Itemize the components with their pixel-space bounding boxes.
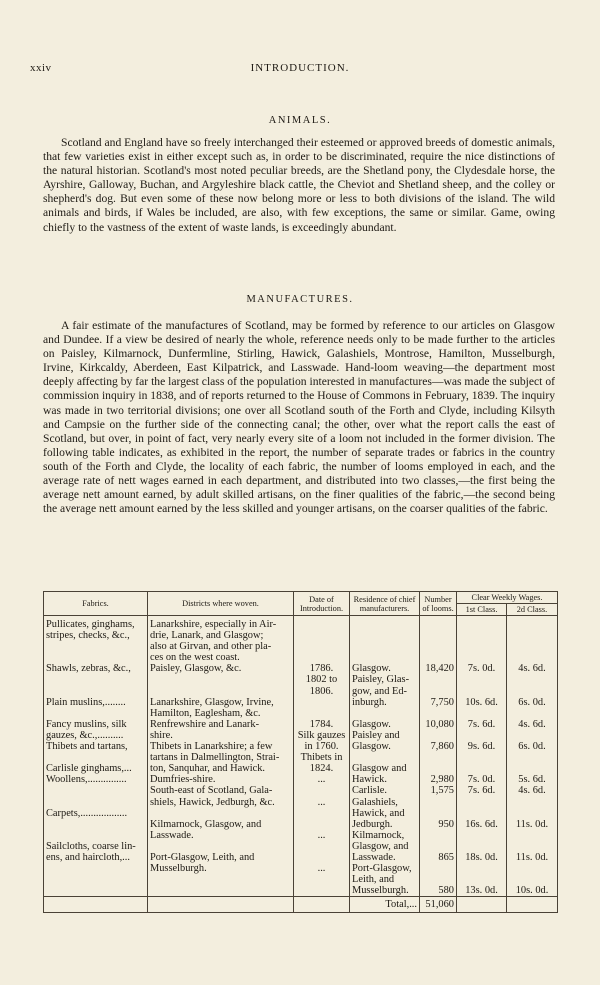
table-cell-line: 1784. [309, 718, 334, 730]
class2-column [507, 616, 558, 897]
table-cell-line [509, 708, 555, 719]
table-cell-line [46, 785, 145, 796]
table-cell-line: 7s. 0d. [467, 774, 496, 786]
table-cell-line [459, 797, 504, 808]
table-cell-line [296, 619, 347, 630]
table-cell-line: Pullicates, ginghams, [46, 619, 135, 630]
table-cell-line: 1806. [309, 685, 334, 697]
table-cell-line: Glasgow. [352, 718, 391, 730]
table-cell-line [46, 708, 145, 719]
table-cell-line [46, 686, 145, 697]
table-cell-line [459, 630, 504, 641]
table-cell-line: Paisley and [352, 729, 400, 741]
table-cell-line: Kilmarnock, Glasgow, and [150, 818, 262, 830]
table-cell-line [352, 630, 417, 641]
table-cell-line [296, 641, 347, 652]
header-wages: Clear Weekly Wages. [457, 592, 558, 604]
table-cell-line [459, 652, 504, 663]
table-cell-line [509, 830, 555, 841]
table-cell-line [46, 830, 145, 841]
table-cell-line: Renfrewshire and Lanark- [150, 718, 260, 730]
table-cell-line [46, 797, 145, 808]
table-cell-line: drie, Lanark, and Glasgow; [150, 630, 264, 642]
table-cell-line: ... [317, 829, 326, 841]
table-cell-line [459, 619, 504, 630]
table-cell-line [509, 797, 555, 808]
table-cell-line: Carpets,.................. [46, 807, 128, 819]
table-cell-line: Lanarkshire, especially in Air- [150, 619, 277, 630]
table-cell-line: 6s. 0d. [518, 696, 546, 708]
table-cell-line: ton, Sanquhar, and Hawick. [150, 763, 266, 775]
table-cell-line [509, 763, 555, 774]
table-cell-line: Glasgow, and [352, 840, 409, 852]
table-cell-line [422, 863, 454, 874]
table-cell-line: 1824. [309, 763, 334, 775]
table-cell-line: 10s. 6d. [465, 696, 498, 708]
table-cell-line: 1,575 [430, 785, 454, 797]
table-cell-line [509, 752, 555, 763]
table-cell-line: 4s. 6d. [518, 785, 546, 797]
table-cell-line [150, 874, 291, 885]
table-cell-line [459, 841, 504, 852]
table-cell-line: 865 [438, 851, 454, 863]
table-cell-line: Jedburgh. [352, 818, 393, 830]
table-cell-line: Dumfries-shire. [150, 774, 216, 786]
running-header [30, 62, 570, 78]
header-date: Date of Introduction. [294, 592, 350, 616]
table-cell-line: Kilmarnock, [352, 829, 405, 841]
table-cell-line [459, 752, 504, 763]
fabrics-column [44, 616, 148, 897]
table-cell-line: Carlisle ginghams,... [46, 763, 132, 775]
table-cell-line: Lasswade. [352, 851, 396, 863]
residence-column [350, 616, 420, 897]
table-cell-line: also at Girvan, and other pla- [150, 641, 272, 653]
districts-column [148, 616, 294, 897]
table-cell-line: Glasgow and [352, 763, 407, 775]
header-districts: Districts where woven. [148, 592, 294, 616]
table-cell-line [296, 630, 347, 641]
table-cell-line [150, 808, 291, 819]
table-cell-line: 11s. 0d. [515, 818, 549, 830]
table-cell-line: Thibets in [300, 752, 343, 764]
header-fabrics: Fabrics. [44, 592, 148, 616]
table-cell-line: tartans in Dalmellington, Strai- [150, 752, 280, 764]
table-cell-line [459, 863, 504, 874]
fabrics-table [43, 591, 558, 913]
table-cell-line [422, 841, 454, 852]
table-cell-line [296, 652, 347, 663]
table-cell-line [459, 874, 504, 885]
table-cell-line: 18s. 0d. [465, 851, 498, 863]
table-cell-line [46, 752, 145, 763]
table-cell-line [422, 797, 454, 808]
table-cell-line: 7,860 [430, 741, 454, 753]
total-value: 51,060 [420, 897, 457, 913]
table-cell-line: Sailcloths, coarse lin- [46, 840, 136, 852]
table-cell-line: 580 [438, 885, 454, 897]
table-cell-line: 10,080 [425, 718, 454, 730]
table-cell-line: Lasswade. [150, 829, 194, 841]
table-cell-line [296, 808, 347, 819]
table-cell-line [459, 730, 504, 741]
table-cell-line [352, 641, 417, 652]
header-class2: 2d Class. [507, 604, 558, 616]
table-cell-line [509, 863, 555, 874]
table-cell-line: 2,980 [430, 774, 454, 786]
table-cell-line [509, 841, 555, 852]
table-cell-line: stripes, checks, &c., [46, 630, 130, 642]
table-cell-line: 4s. 6d. [518, 718, 546, 730]
table-cell-line [509, 619, 555, 630]
table-cell-line: Carlisle. [352, 785, 387, 797]
table-cell-line [422, 641, 454, 652]
table-cell-line: 7,750 [430, 696, 454, 708]
table-cell-line [422, 752, 454, 763]
table-cell-line: 1802 to [305, 674, 338, 686]
table-cell-line [46, 652, 145, 663]
table-cell-line: Fancy muslins, silk [46, 718, 127, 730]
table-cell-line: 10s. 0d. [515, 885, 549, 897]
table-cell-line: in 1760. [304, 741, 339, 753]
date-column [294, 616, 350, 897]
table-cell-line [150, 686, 291, 697]
table-cell-line: Hamilton, Eaglesham, &c. [150, 707, 261, 719]
table-cell-line [422, 619, 454, 630]
table-cell-line [509, 686, 555, 697]
table-cell-line [459, 830, 504, 841]
table-cell-line: 18,420 [425, 663, 454, 675]
table-cell-line [46, 674, 145, 685]
table-cell-line: Paisley, Glas- [352, 674, 410, 686]
table-cell-line [46, 863, 145, 874]
table-cell-line: shire. [150, 729, 173, 741]
table-cell-line [422, 686, 454, 697]
table-cell-line: shiels, Hawick, Jedburgh, &c. [150, 796, 275, 808]
table-cell-line [422, 874, 454, 885]
table-cell-line [509, 874, 555, 885]
header-residence: Residence of chief manufacturers. [350, 592, 420, 616]
table-cell-line [459, 674, 504, 685]
table-cell-line [422, 652, 454, 663]
table-cell-line [509, 674, 555, 685]
table-cell-line [46, 641, 145, 652]
table-cell-line [352, 708, 417, 719]
table-cell-line [150, 674, 291, 685]
table-cell-line [509, 808, 555, 819]
table-cell-line: Hawick. [352, 774, 387, 786]
table-cell-line: ... [317, 796, 326, 808]
table-cell-line: Woollens,............... [46, 774, 127, 786]
table-cell-line: Hawick, and [352, 807, 405, 819]
table-cell-line [296, 785, 347, 796]
table-cell-line: ... [317, 774, 326, 786]
total-label: Total,... [350, 897, 420, 913]
table-cell-line [422, 763, 454, 774]
table-cell-line: Lanarkshire, Glasgow, Irvine, [150, 696, 274, 708]
table-cell-line [422, 674, 454, 685]
table-cell-line [459, 686, 504, 697]
table-cell-line: 4s. 6d. [518, 663, 546, 675]
table-cell-line: 13s. 0d. [465, 885, 498, 897]
class1-column [457, 616, 507, 897]
page-number: xxiv [30, 62, 52, 74]
table-cell-line: Galashiels, [352, 796, 398, 808]
table-cell-line: gauzes, &c.,.......... [46, 729, 124, 741]
table-cell-line: gow, and Ed- [352, 685, 408, 697]
header-class1: 1st Class. [457, 604, 507, 616]
table-cell-line [46, 819, 145, 830]
table-cell-line [509, 652, 555, 663]
table-cell-line: Port-Glasgow, Leith, and [150, 851, 255, 863]
table-cell-line: 9s. 6d. [467, 741, 496, 753]
table-cell-line [459, 808, 504, 819]
table-cell-line [459, 641, 504, 652]
header-looms: Number of looms. [420, 592, 457, 616]
table-cell-line: Thibets and tartans, [46, 741, 128, 753]
table-cell-line [352, 652, 417, 663]
table-cell-line: Thibets in Lanarkshire; a few [150, 741, 273, 753]
table-cell-line: 7s. 6d. [467, 785, 496, 797]
animals-paragraph: Scotland and England have so freely interchanged their esteemed or approved breeds of domestic animals, that few varieties exist in either except such as, in order to be discriminated, require the nice distinctions of the natural historian. Scotland's most noted peculiar breeds, are the Shetland pony, the Clydesdale horse, the Ayrshire, Galloway, Buchan, and Argyleshire black cattle, the Cheviot and Shetland sheep, and the colley or shepherd's dog. But even some of these now belong more or less to both divisions of the island. The wild animals and birds, if Wales be included, are also, with few exceptions, the same or similar. Game, owing chiefly to the vastness of the extent of waste lands, is exceedingly abundant. [43, 136, 555, 234]
table-cell-line: 6s. 0d. [518, 741, 546, 753]
table-cell-line [296, 852, 347, 863]
table-cell-line: 7s. 6d. [467, 718, 496, 730]
table-cell-line: Leith, and [352, 874, 395, 886]
table-cell-line: Paisley, Glasgow, &c. [150, 663, 242, 675]
manufactures-paragraph: A fair estimate of the manufactures of Scotland, may be formed by reference to our articles on Glasgow and Dundee. If a view be desired of nearly the whole, reference needs only to be made further to the articles on Paisley, Kilmarnock, Dunfermline, Stirling, Hawick, Galashiels, Montrose, Hamilton, Musselburgh, Irvine, Kirkcaldy, Aberdeen, East Kilpatrick, and Lasswade. Hand-loom weaving—the department most deeply affecting by far the largest class of the population interested in manufactures—was made the subject of commission inquiry in 1838, and of reports returned to the House of Commons in February, 1839. The inquiry was made in two territorial divisions; one over all Scotland south of the Forth and Clyde, including Kilsyth and Campsie on the further side of the connecting canal; the other, over what the report calls the east of Scotland, but over, in point of fact, very nearly every site of a loom not included in the former division. The following table indicates, as exhibited in the report, the number of separate trades or fabrics in the country south of the Forth and Clyde, the locality of each fabric, the number of looms employed in each, and the average rate of nett wages earned in each department, and distributed into two classes,—the first being the average nett amount earned, by adult skilled artisans, on the finer qualities of the fabric,—the second being the average nett amount earned by the less skilled and younger artisans, on the coarser qualities of the fabric. [43, 319, 555, 516]
table-cell-line [352, 619, 417, 630]
table-cell-line [459, 763, 504, 774]
table-cell-line [422, 808, 454, 819]
table-cell-line [296, 697, 347, 708]
table-cell-line [422, 830, 454, 841]
table-cell-line [150, 841, 291, 852]
looms-column [420, 616, 457, 897]
table-cell-line: Plain muslins,........ [46, 696, 126, 708]
running-title: INTRODUCTION. [250, 62, 350, 74]
table-cell-line [296, 841, 347, 852]
table-cell-line [296, 819, 347, 830]
table-cell-line: Glasgow. [352, 741, 391, 753]
table-cell-line: ... [317, 863, 326, 875]
table-cell-line: Shawls, zebras, &c., [46, 663, 131, 675]
animals-heading: ANIMALS. [268, 115, 332, 126]
table-cell-line: 11s. 0d. [515, 851, 549, 863]
table-cell-line [422, 708, 454, 719]
table-cell-line: 1786. [309, 663, 334, 675]
table-cell-line: Musselburgh. [352, 885, 409, 897]
table-cell-line [509, 630, 555, 641]
table-cell-line [352, 752, 417, 763]
table-cell-line [296, 708, 347, 719]
table-cell-line: ens, and haircloth,... [46, 851, 130, 863]
table-cell-line: Silk gauzes [297, 729, 346, 741]
table-cell-line: 950 [438, 818, 454, 830]
table-cell-line: Musselburgh. [150, 863, 207, 875]
table-cell-line: South-east of Scotland, Gala- [150, 785, 273, 797]
manufactures-heading: MANUFACTURES. [246, 294, 354, 305]
table-cell-line: ces on the west coast. [150, 652, 240, 664]
table-cell-line [422, 630, 454, 641]
table-cell-line: Port-Glasgow, [352, 863, 412, 875]
table-cell-line: Glasgow. [352, 663, 391, 675]
table-cell-line: 7s. 0d. [467, 663, 496, 675]
table-cell-line: 5s. 6d. [518, 774, 546, 786]
table-cell-line [509, 641, 555, 652]
table-cell-line [459, 708, 504, 719]
table-cell-line [422, 730, 454, 741]
table-cell-line: 16s. 6d. [465, 818, 498, 830]
table-cell-line [509, 730, 555, 741]
table-cell-line: inburgh. [352, 696, 387, 708]
